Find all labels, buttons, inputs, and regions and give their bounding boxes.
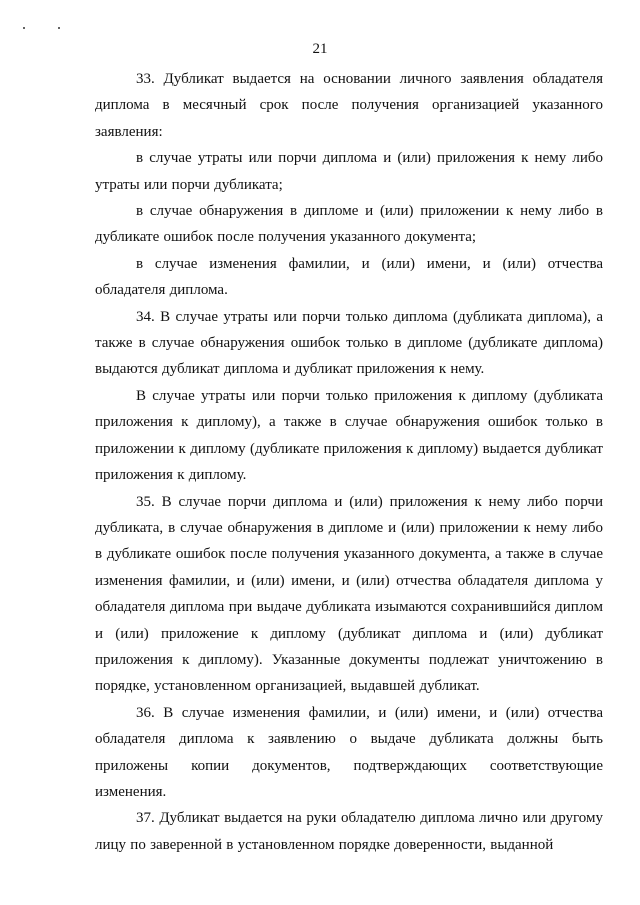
document-body <box>95 66 603 858</box>
page-number: 21 <box>312 41 328 57</box>
paragraph-34-appendix: В случае утраты или порчи только приложения к диплому (дубликата приложения к диплому), а также в случае обнаружения ошибок только в приложении к диплому (дубликате приложения к диплому) выдается дубликат приложения к диплому. <box>95 387 603 484</box>
paragraph-33-item-loss: в случае утраты или порчи диплома и (или) приложения к нему либо утраты или порчи дубликата; <box>95 150 603 193</box>
paragraph-36: 36. В случае изменения фамилии, и (или) имени, и (или) отчества обладателя диплома к заявлению о выдаче дубликата должны быть приложены копии документов, подтверждающих соответствующие изменения. <box>95 704 603 800</box>
paragraph-37: 37. Дубликат выдается на руки обладателю диплома лично или другому лицу по заверенной в установленном порядке доверенности, выданной <box>95 810 603 853</box>
paragraph-33: 33. Дубликат выдается на основании личного заявления обладателя диплома в месячный срок после получения организацией указанного заявления: <box>95 71 603 140</box>
paragraph-33-item-name-change: в случае изменения фамилии, и (или) имени, и (или) отчества обладателя диплома. <box>95 255 603 299</box>
paragraph-35: 35. В случае порчи диплома и (или) приложения к нему либо порчи дубликата, в случае обнаружения в дипломе и (или) приложении к нему либо в дубликате ошибок после получения указанного документа, а также в случае изменения фамилии, и (или) имени, и (или) отчества обладателя диплома у обладателя диплома при выдаче дубликата изымаются сохранившийся диплом и (или) приложение к диплому (дубликат диплома и (или) дубликат приложения к диплому). Указанные документы подлежат уничтожению в порядке, установленном организацией, выдавшей дубликат. <box>95 493 603 695</box>
paragraph-33-item-errors: в случае обнаружения в дипломе и (или) приложении к нему либо в дубликате ошибок после получения указанного документа; <box>95 203 603 246</box>
paragraph-34: 34. В случае утраты или порчи только диплома (дубликата диплома), а также в случае обнаружения ошибок только в дипломе (дубликате диплома) выдаются дубликат диплома и дубликат приложения к нему. <box>95 308 603 378</box>
scan-speck <box>58 27 60 29</box>
scan-speck <box>23 27 25 29</box>
